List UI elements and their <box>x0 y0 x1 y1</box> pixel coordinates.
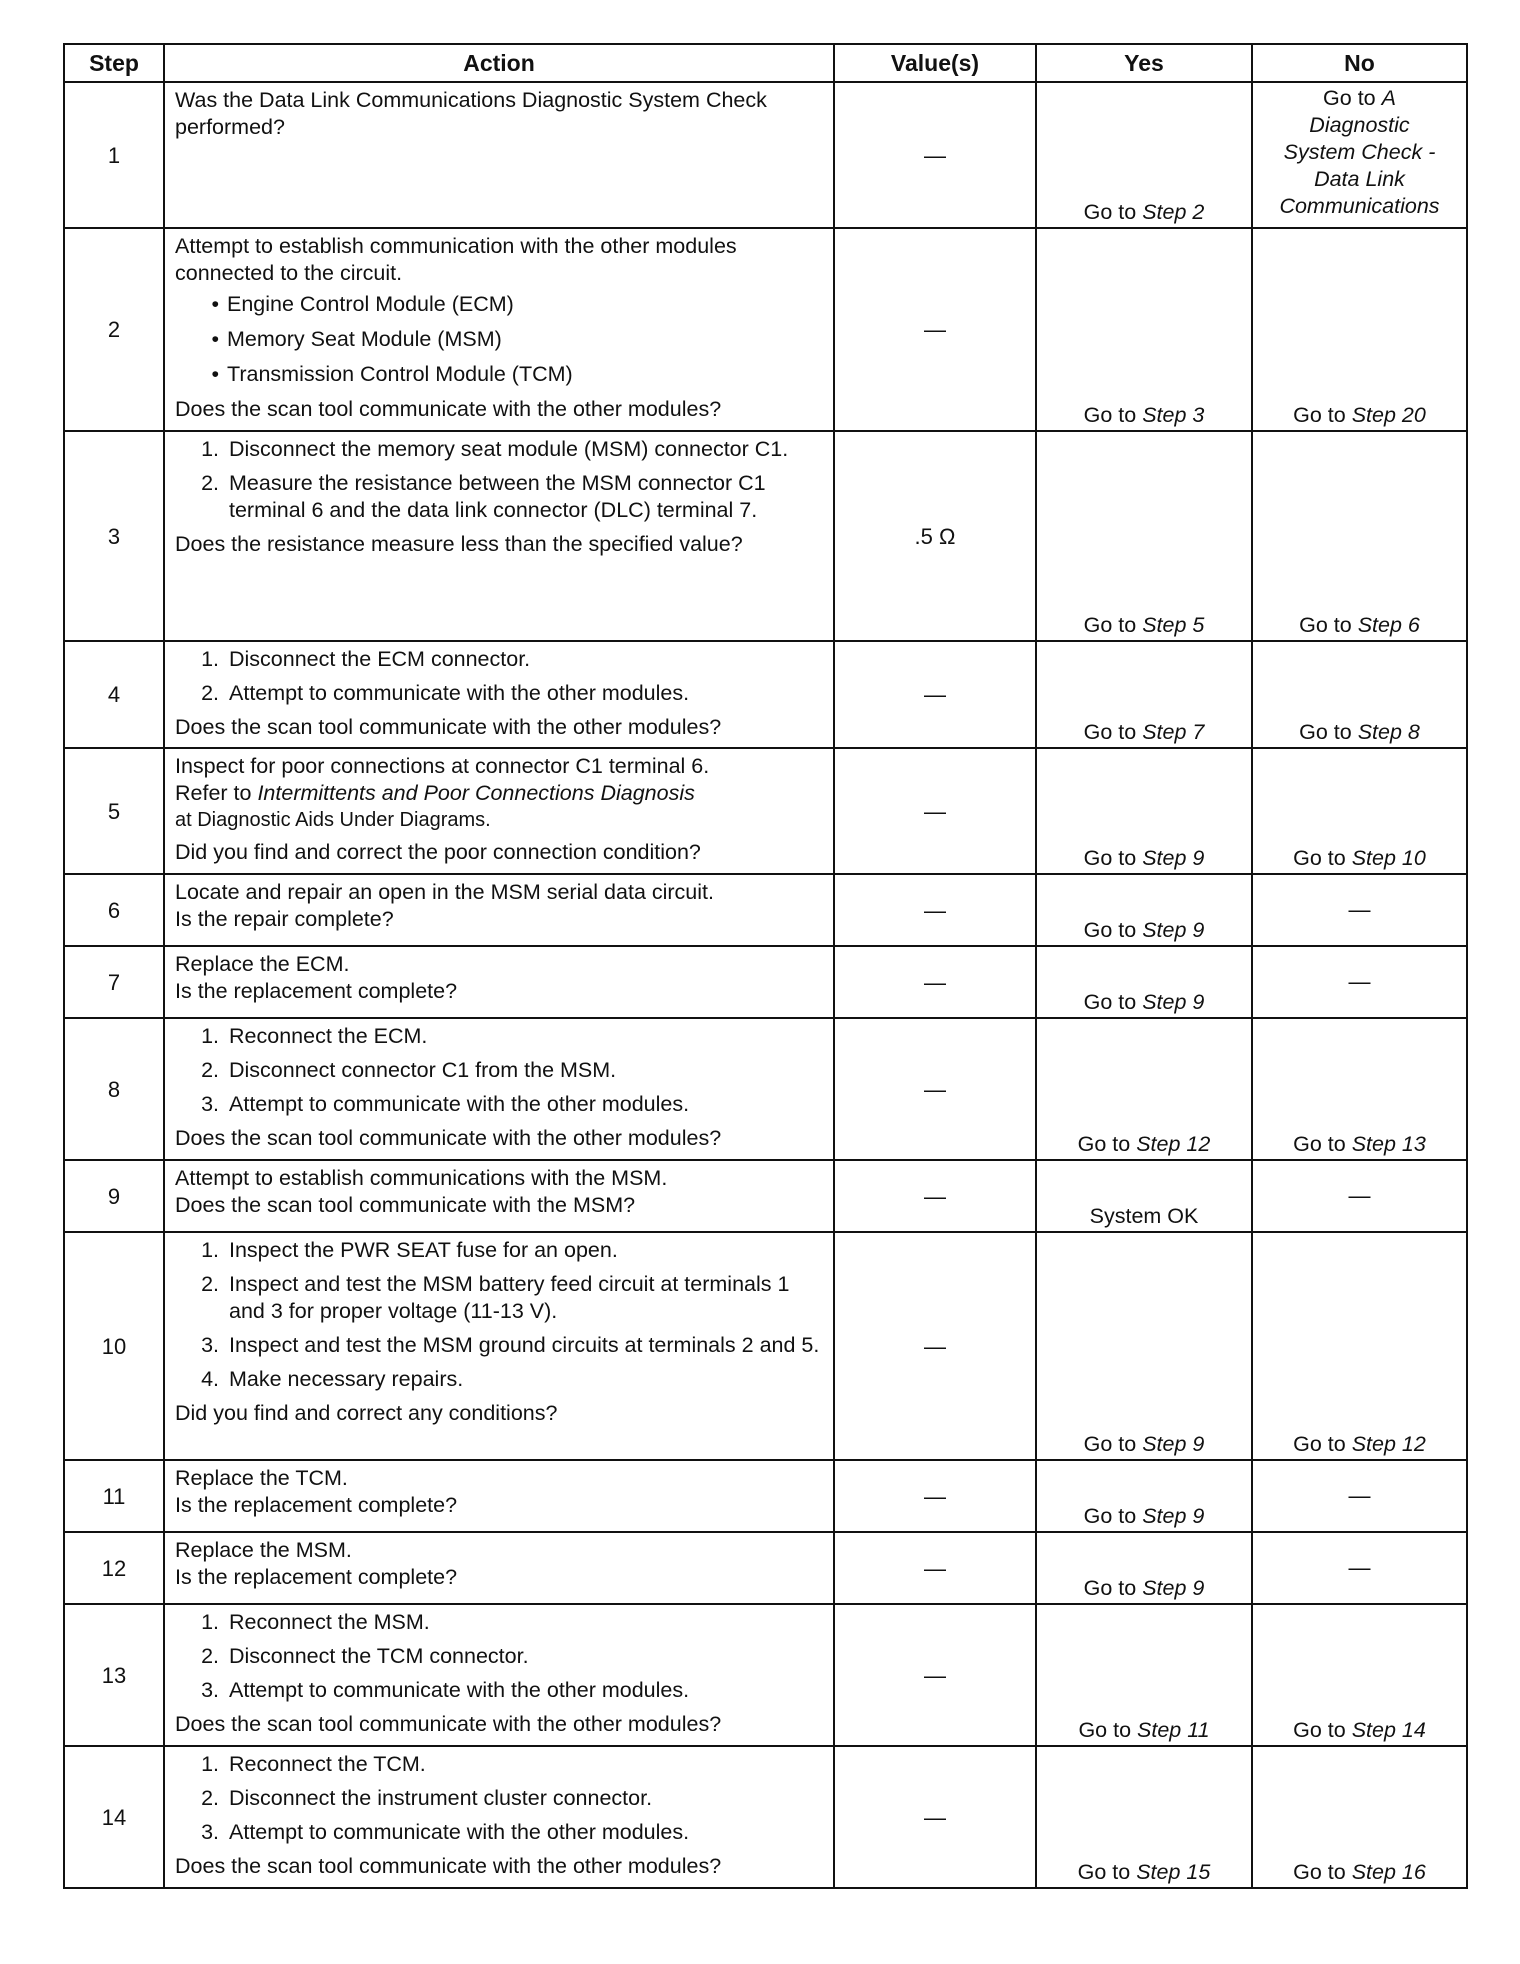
step-number: 6 <box>64 874 164 946</box>
no-answer: — <box>1348 1183 1371 1208</box>
action-text: Locate and repair an open in the MSM serial data circuit. <box>175 880 714 904</box>
value-cell: — <box>834 228 1036 431</box>
no-answer: Go to Step 8 <box>1299 720 1420 744</box>
header-row <box>64 44 1467 82</box>
yes-cell <box>1036 1018 1252 1160</box>
yes-answer: Go to Step 3 <box>1083 403 1205 427</box>
no-cell <box>1252 1160 1467 1232</box>
action-steps <box>175 1751 825 1846</box>
no-cell <box>1252 82 1467 228</box>
action-cell <box>164 1160 834 1232</box>
table-row <box>64 1018 1467 1160</box>
list-item: 1. Disconnect the ECM connector. <box>201 647 531 671</box>
action-cell <box>164 1604 834 1746</box>
diagnostic-table-page <box>63 43 1466 1889</box>
action-question: Was the Data Link Communications Diagnostic System Check performed? <box>175 88 767 139</box>
no-cell <box>1252 228 1467 431</box>
list-item: 2. Disconnect connector C1 from the MSM. <box>201 1058 617 1082</box>
yes-cell <box>1036 228 1252 431</box>
action-cell <box>164 228 834 431</box>
action-text: Attempt to establish communications with the MSM. <box>175 1166 668 1190</box>
yes-cell <box>1036 1532 1252 1604</box>
list-item: • Transmission Control Module (TCM) <box>211 362 573 386</box>
no-cell <box>1252 874 1467 946</box>
yes-answer: Go to Step 5 <box>1083 613 1205 637</box>
step-number: 5 <box>64 748 164 874</box>
no-cell <box>1252 1460 1467 1532</box>
yes-answer: Go to Step 7 <box>1083 720 1205 744</box>
yes-cell <box>1036 1160 1252 1232</box>
yes-cell <box>1036 1460 1252 1532</box>
header-no: No <box>1252 44 1467 82</box>
action-question: Is the repair complete? <box>175 907 394 931</box>
step-ref: Communications <box>1279 194 1440 218</box>
yes-answer: Go to Step 11 <box>1078 1718 1210 1742</box>
step-number: 14 <box>64 1746 164 1888</box>
no-answer: — <box>1348 1483 1371 1508</box>
step-ref: Data Link <box>1314 167 1405 191</box>
list-item: 2. Measure the resistance between the MSM connector C1 terminal 6 and the data link connector (DLC) terminal 7. <box>201 471 766 522</box>
yes-answer: Go to Step 9 <box>1083 918 1205 942</box>
action-steps <box>175 1609 825 1704</box>
step-number: 11 <box>64 1460 164 1532</box>
yes-answer: Go to Step 15 <box>1077 1860 1211 1884</box>
yes-answer: Go to Step 9 <box>1083 990 1205 1014</box>
value-cell: .5 Ω <box>834 431 1036 641</box>
value-cell: — <box>834 1160 1036 1232</box>
action-question: Is the replacement complete? <box>175 1565 458 1589</box>
action-text: Inspect for poor connections at connector C1 terminal 6. <box>175 754 710 778</box>
diagnostic-table <box>63 43 1468 1889</box>
action-cell <box>164 1746 834 1888</box>
value-cell: — <box>834 641 1036 748</box>
action-question: Does the scan tool communicate with the other modules? <box>175 397 722 421</box>
action-question: Does the scan tool communicate with the other modules? <box>175 1712 722 1736</box>
no-cell <box>1252 1018 1467 1160</box>
yes-cell <box>1036 82 1252 228</box>
table-row <box>64 1160 1467 1232</box>
no-answer: Go to Step 13 <box>1293 1132 1426 1156</box>
action-cell <box>164 1232 834 1460</box>
action-cell <box>164 641 834 748</box>
step-number: 8 <box>64 1018 164 1160</box>
list-item: • Memory Seat Module (MSM) <box>211 327 502 351</box>
action-question: Did you find and correct any conditions? <box>175 1401 558 1425</box>
header-yes: Yes <box>1036 44 1252 82</box>
list-item: 3. Attempt to communicate with the other modules. <box>201 1092 690 1116</box>
refer-tail: at Diagnostic Aids Under Diagrams. <box>175 809 491 831</box>
yes-cell <box>1036 1746 1252 1888</box>
action-text: Replace the ECM. <box>175 952 350 976</box>
list-item: 3. Inspect and test the MSM ground circuits at terminals 2 and 5. <box>201 1333 820 1357</box>
header-action: Action <box>164 44 834 82</box>
step-number: 7 <box>64 946 164 1018</box>
yes-cell <box>1036 748 1252 874</box>
list-item: 4. Make necessary repairs. <box>201 1367 464 1391</box>
refer-line: Refer to Intermittents and Poor Connections Diagnosis <box>175 781 695 805</box>
action-cell <box>164 82 834 228</box>
no-answer: Go to Step 20 <box>1293 403 1426 427</box>
action-text: Attempt to establish communication with the other modules connected to the circuit. <box>175 234 737 285</box>
step-ref: System Check - <box>1283 140 1436 164</box>
value-cell: — <box>834 1604 1036 1746</box>
action-cell <box>164 874 834 946</box>
yes-cell <box>1036 1604 1252 1746</box>
list-item: 2. Disconnect the instrument cluster connector. <box>201 1786 653 1810</box>
header-values: Value(s) <box>834 44 1036 82</box>
list-item: 1. Disconnect the memory seat module (MSM) connector C1. <box>201 437 789 461</box>
goto-text: Go to <box>1083 200 1143 224</box>
no-cell <box>1252 1604 1467 1746</box>
step-number: 4 <box>64 641 164 748</box>
action-text: Replace the TCM. <box>175 1466 348 1490</box>
action-cell <box>164 946 834 1018</box>
dash: — <box>924 142 946 168</box>
table-row <box>64 431 1467 641</box>
no-cell <box>1252 431 1467 641</box>
step-number: 12 <box>64 1532 164 1604</box>
value-cell <box>834 82 1036 228</box>
yes-cell <box>1036 1232 1252 1460</box>
action-text: Replace the MSM. <box>175 1538 352 1562</box>
step-ref: Step 2 <box>1142 200 1205 224</box>
action-question: Does the scan tool communicate with the other modules? <box>175 1854 722 1878</box>
yes-answer: Go to Step 9 <box>1083 1432 1205 1456</box>
step-ref: Diagnostic <box>1309 113 1410 137</box>
yes-answer: Go to Step 9 <box>1083 1504 1205 1528</box>
step-number: 2 <box>64 228 164 431</box>
step-ref: A <box>1381 86 1396 110</box>
step-number: 3 <box>64 431 164 641</box>
table-row <box>64 946 1467 1018</box>
list-item: 3. Attempt to communicate with the other modules. <box>201 1820 690 1844</box>
yes-cell <box>1036 946 1252 1018</box>
table-row <box>64 748 1467 874</box>
table-row <box>64 874 1467 946</box>
table-row <box>64 1746 1467 1888</box>
yes-cell <box>1036 641 1252 748</box>
action-steps <box>175 436 825 524</box>
list-item: 1. Reconnect the MSM. <box>201 1610 430 1634</box>
action-question: Is the replacement complete? <box>175 979 458 1003</box>
yes-cell <box>1036 874 1252 946</box>
no-answer: — <box>1348 969 1371 994</box>
table-row <box>64 82 1467 228</box>
yes-answer: System OK <box>1089 1204 1199 1228</box>
no-cell <box>1252 1532 1467 1604</box>
value-cell: — <box>834 1018 1036 1160</box>
action-steps <box>175 1237 825 1393</box>
table-row <box>64 1604 1467 1746</box>
action-question: Does the scan tool communicate with the other modules? <box>175 715 722 739</box>
list-item: 1. Reconnect the TCM. <box>201 1752 426 1776</box>
table-row <box>64 1232 1467 1460</box>
action-question: Does the scan tool communicate with the MSM? <box>175 1193 636 1217</box>
value-cell: — <box>834 1746 1036 1888</box>
no-answer: Go to Step 12 <box>1293 1432 1426 1456</box>
action-cell <box>164 431 834 641</box>
step-number: 1 <box>64 82 164 228</box>
list-item: 2. Disconnect the TCM connector. <box>201 1644 529 1668</box>
action-question: Does the resistance measure less than the specified value? <box>175 532 743 556</box>
yes-answer: Go to Step 9 <box>1083 1576 1205 1600</box>
no-answer: — <box>1348 1555 1371 1580</box>
yes-answer: Go to Step 9 <box>1083 846 1205 870</box>
header-step: Step <box>64 44 164 82</box>
goto-text: Go to <box>1323 86 1382 110</box>
no-cell <box>1252 1232 1467 1460</box>
action-cell <box>164 1532 834 1604</box>
action-cell <box>164 1018 834 1160</box>
yes-cell <box>1036 431 1252 641</box>
no-answer: Go to Step 10 <box>1293 846 1426 870</box>
no-answer: Go to Step 6 <box>1299 613 1420 637</box>
list-item: • Engine Control Module (ECM) <box>211 292 514 316</box>
no-answer: Go to Step 16 <box>1293 1860 1426 1884</box>
module-list <box>175 291 825 388</box>
no-answer: — <box>1348 897 1371 922</box>
value-cell: — <box>834 1532 1036 1604</box>
no-answer: Go to Step 14 <box>1293 1718 1426 1742</box>
yes-answer <box>1037 199 1251 225</box>
value-cell: — <box>834 1232 1036 1460</box>
step-number: 9 <box>64 1160 164 1232</box>
step-number: 10 <box>64 1232 164 1460</box>
list-item: 2. Attempt to communicate with the other modules. <box>201 681 690 705</box>
table-row <box>64 641 1467 748</box>
action-question: Does the scan tool communicate with the other modules? <box>175 1126 722 1150</box>
action-cell <box>164 1460 834 1532</box>
value-cell: — <box>834 1460 1036 1532</box>
list-item: 2. Inspect and test the MSM battery feed circuit at terminals 1 and 3 for proper voltage (11-13 V). <box>201 1272 790 1323</box>
action-steps <box>175 646 825 707</box>
value-cell: — <box>834 748 1036 874</box>
yes-answer: Go to Step 12 <box>1077 1132 1211 1156</box>
refer-title: Intermittents and Poor Connections Diagnosis <box>257 781 695 805</box>
no-cell <box>1252 641 1467 748</box>
table-row <box>64 228 1467 431</box>
no-cell <box>1252 946 1467 1018</box>
table-row <box>64 1532 1467 1604</box>
table-row <box>64 1460 1467 1532</box>
list-item: 3. Attempt to communicate with the other modules. <box>201 1678 690 1702</box>
list-item: 1. Reconnect the ECM. <box>201 1024 428 1048</box>
action-cell <box>164 748 834 874</box>
list-item: 1. Inspect the PWR SEAT fuse for an open. <box>201 1238 618 1262</box>
action-steps <box>175 1023 825 1118</box>
action-question: Did you find and correct the poor connection condition? <box>175 840 701 864</box>
action-question: Is the replacement complete? <box>175 1493 458 1517</box>
value-cell: — <box>834 946 1036 1018</box>
step-number: 13 <box>64 1604 164 1746</box>
no-cell <box>1252 1746 1467 1888</box>
no-cell <box>1252 748 1467 874</box>
no-answer <box>1253 85 1466 220</box>
value-cell: — <box>834 874 1036 946</box>
